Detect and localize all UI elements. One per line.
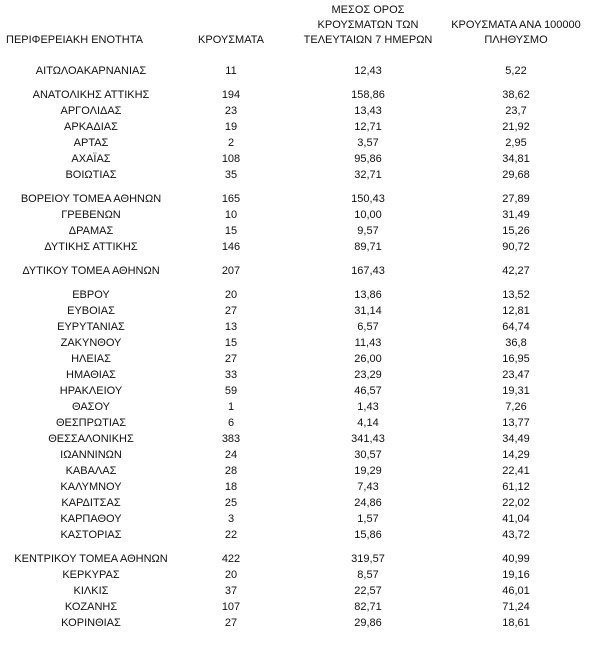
seven-day-average-cell: 24,86 bbox=[354, 497, 382, 509]
seven-day-average-cell: 11,43 bbox=[354, 337, 382, 349]
seven-day-average-cell: 22,57 bbox=[354, 585, 382, 597]
cases-cell: 11 bbox=[225, 65, 237, 77]
table-row bbox=[0, 351, 600, 367]
cases-per-100000-cell: 40,99 bbox=[502, 553, 530, 565]
table-header bbox=[0, 0, 600, 50]
region-cell: ΚΑΒΑΛΑΣ bbox=[65, 465, 117, 477]
region-cell: ΚΙΛΚΙΣ bbox=[73, 585, 109, 597]
cases-cell: 107 bbox=[221, 601, 241, 613]
cases-per-100000-cell: 19,31 bbox=[502, 385, 530, 397]
region-cell: ΚΕΝΤΡΙΚΟΥ ΤΟΜΕΑ ΑΘΗΝΩΝ bbox=[14, 553, 168, 565]
table-row bbox=[0, 151, 600, 167]
cases-cell: 25 bbox=[224, 497, 238, 509]
table-row bbox=[0, 263, 600, 279]
cases-cell: 422 bbox=[221, 553, 241, 565]
region-cell: ΑΡΤΑΣ bbox=[73, 137, 109, 149]
row-spacer bbox=[0, 255, 600, 263]
region-cell: ΙΩΑΝΝΙΝΩΝ bbox=[60, 449, 122, 461]
table-row bbox=[0, 367, 600, 383]
row-spacer bbox=[0, 183, 600, 191]
seven-day-average-cell: 3,57 bbox=[357, 137, 379, 149]
cases-cell: 194 bbox=[221, 89, 241, 101]
table-row bbox=[0, 527, 600, 543]
table-row bbox=[0, 567, 600, 583]
seven-day-average-cell: 46,57 bbox=[354, 385, 382, 397]
cases-cell: 23 bbox=[224, 105, 238, 117]
region-cell: ΒΟΡΕΙΟΥ ΤΟΜΕΑ ΑΘΗΝΩΝ bbox=[20, 193, 162, 205]
region-cell: ΚΟΡΙΝΘΙΑΣ bbox=[61, 617, 121, 629]
cases-cell: 6 bbox=[227, 417, 235, 429]
seven-day-average-cell: 9,57 bbox=[357, 225, 379, 237]
cases-cell: 35 bbox=[224, 169, 238, 181]
table-row bbox=[0, 191, 600, 207]
region-cell: ΚΑΡΔΙΤΣΑΣ bbox=[61, 497, 121, 509]
table-row bbox=[0, 551, 600, 567]
region-cell: ΔΥΤΙΚΟΥ ΤΟΜΕΑ ΑΘΗΝΩΝ bbox=[22, 265, 160, 277]
seven-day-average-cell: 82,71 bbox=[354, 601, 382, 613]
table-row bbox=[0, 383, 600, 399]
cases-cell: 28 bbox=[224, 465, 238, 477]
cases-per-100000-cell: 27,89 bbox=[502, 193, 530, 205]
header-per-line-2: ΠΛΗΘΥΣΜΟ bbox=[484, 34, 548, 46]
cases-cell: 22 bbox=[224, 529, 238, 541]
cases-cell: 3 bbox=[227, 513, 235, 525]
seven-day-average-cell: 89,71 bbox=[354, 241, 382, 253]
cases-cell: 33 bbox=[224, 369, 238, 381]
seven-day-average-cell: 341,43 bbox=[351, 433, 385, 445]
region-cell: ΗΡΑΚΛΕΙΟΥ bbox=[59, 385, 123, 397]
cases-per-100000-cell: 14,29 bbox=[502, 449, 530, 461]
table-row bbox=[0, 335, 600, 351]
header-seven-day-average bbox=[298, 3, 438, 48]
header-region-label: ΠΕΡΙΦΕΡΕΙΑΚΗ ΕΝΟΤΗΤΑ bbox=[6, 34, 143, 46]
cases-per-100000-cell: 61,12 bbox=[502, 481, 530, 493]
cases-cell: 27 bbox=[224, 353, 238, 365]
cases-per-100000-cell: 12,81 bbox=[502, 305, 530, 317]
region-cell: ΚΑΛΥΜΝΟΥ bbox=[60, 481, 122, 493]
cases-cell: 15 bbox=[224, 225, 238, 237]
header-per-line-1: ΚΡΟΥΣΜΑΤΑ ΑΝΑ 100000 bbox=[451, 19, 581, 31]
row-spacer bbox=[0, 543, 600, 551]
region-cell: ΘΑΣΟΥ bbox=[71, 401, 111, 413]
header-region bbox=[6, 33, 176, 48]
seven-day-average-cell: 26,00 bbox=[354, 353, 382, 365]
cases-cell: 146 bbox=[221, 241, 241, 253]
table-row bbox=[0, 207, 600, 223]
table-row bbox=[0, 447, 600, 463]
region-cell: ΑΝΑΤΟΛΙΚΗΣ ΑΤΤΙΚΗΣ bbox=[32, 89, 150, 101]
table-row bbox=[0, 119, 600, 135]
cases-per-100000-cell: 46,01 bbox=[502, 585, 530, 597]
seven-day-average-cell: 31,14 bbox=[354, 305, 382, 317]
table-row bbox=[0, 239, 600, 255]
cases-per-100000-cell: 38,62 bbox=[502, 89, 530, 101]
seven-day-average-cell: 23,29 bbox=[354, 369, 382, 381]
table-row bbox=[0, 87, 600, 103]
region-cell: ΕΥΒΟΙΑΣ bbox=[67, 305, 115, 317]
cases-per-100000-cell: 22,41 bbox=[502, 465, 530, 477]
cases-per-100000-cell: 90,72 bbox=[502, 241, 530, 253]
cases-cell: 383 bbox=[221, 433, 241, 445]
seven-day-average-cell: 8,57 bbox=[357, 569, 379, 581]
seven-day-average-cell: 12,43 bbox=[354, 65, 382, 77]
region-cell: ΕΒΡΟΥ bbox=[72, 289, 110, 301]
cases-per-100000-cell: 23,47 bbox=[502, 369, 530, 381]
seven-day-average-cell: 4,14 bbox=[357, 417, 379, 429]
seven-day-average-cell: 167,43 bbox=[351, 265, 385, 277]
seven-day-average-cell: 319,57 bbox=[351, 553, 385, 565]
region-cell: ΚΑΡΠΑΘΟΥ bbox=[60, 513, 122, 525]
header-avg-line-2: ΚΡΟΥΣΜΑΤΩΝ ΤΩΝ bbox=[317, 19, 419, 31]
table-row bbox=[0, 319, 600, 335]
cases-per-100000-cell: 16,95 bbox=[502, 353, 530, 365]
table-row bbox=[0, 431, 600, 447]
cases-cell: 15 bbox=[224, 337, 238, 349]
cases-per-100000-cell: 22,02 bbox=[502, 497, 530, 509]
region-cell: ΒΟΙΩΤΙΑΣ bbox=[65, 169, 117, 181]
table-row bbox=[0, 463, 600, 479]
cases-cell: 19 bbox=[224, 121, 238, 133]
cases-cell: 37 bbox=[224, 585, 238, 597]
cases-cell: 207 bbox=[221, 265, 241, 277]
cases-per-100000-cell: 36,8 bbox=[505, 337, 527, 349]
cases-cell: 24 bbox=[224, 449, 238, 461]
table-row bbox=[0, 511, 600, 527]
cases-per-100000-cell: 71,24 bbox=[502, 601, 530, 613]
region-cell: ΗΛΕΙΑΣ bbox=[71, 353, 111, 365]
seven-day-average-cell: 7,43 bbox=[357, 481, 379, 493]
cases-per-100000-cell: 34,81 bbox=[502, 153, 530, 165]
header-cases bbox=[186, 33, 276, 48]
cases-per-100000-cell: 15,26 bbox=[502, 225, 530, 237]
cases-cell: 1 bbox=[227, 401, 235, 413]
table-row bbox=[0, 599, 600, 615]
row-spacer bbox=[0, 79, 600, 87]
seven-day-average-cell: 12,71 bbox=[354, 121, 382, 133]
table-body bbox=[0, 55, 600, 631]
header-cases-per-100000 bbox=[438, 18, 594, 48]
region-cell: ΑΡΓΟΛΙΔΑΣ bbox=[60, 105, 122, 117]
cases-cell: 20 bbox=[224, 569, 238, 581]
cases-per-100000-cell: 13,77 bbox=[502, 417, 530, 429]
cases-cell: 20 bbox=[224, 289, 238, 301]
table-row bbox=[0, 415, 600, 431]
cases-cell: 59 bbox=[224, 385, 238, 397]
header-cases-label: ΚΡΟΥΣΜΑΤΑ bbox=[198, 34, 264, 46]
region-cell: ΘΕΣΣΑΛΟΝΙΚΗΣ bbox=[48, 433, 134, 445]
table-row bbox=[0, 63, 600, 79]
cases-cell: 10 bbox=[224, 209, 238, 221]
region-cell: ΔΡΑΜΑΣ bbox=[68, 225, 114, 237]
region-cell: ΚΟΖΑΝΗΣ bbox=[64, 601, 118, 613]
cases-per-100000-cell: 42,27 bbox=[502, 265, 530, 277]
cases-cell: 27 bbox=[224, 617, 238, 629]
seven-day-average-cell: 158,86 bbox=[351, 89, 385, 101]
seven-day-average-cell: 95,86 bbox=[354, 153, 382, 165]
table-row bbox=[0, 479, 600, 495]
table-row bbox=[0, 167, 600, 183]
region-cell: ΔΥΤΙΚΗΣ ΑΤΤΙΚΗΣ bbox=[44, 241, 138, 253]
seven-day-average-cell: 29,86 bbox=[354, 617, 382, 629]
table-row bbox=[0, 103, 600, 119]
seven-day-average-cell: 13,86 bbox=[354, 289, 382, 301]
cases-per-100000-cell: 41,04 bbox=[502, 513, 530, 525]
region-cell: ΚΑΣΤΟΡΙΑΣ bbox=[60, 529, 122, 541]
cases-per-100000-cell: 64,74 bbox=[502, 321, 530, 333]
table-row bbox=[0, 303, 600, 319]
region-cell: ΓΡΕΒΕΝΩΝ bbox=[61, 209, 121, 221]
header-avg-line-1: ΜΕΣΟΣ ΟΡΟΣ bbox=[331, 4, 405, 16]
region-cell: ΚΕΡΚΥΡΑΣ bbox=[62, 569, 120, 581]
cases-per-100000-cell: 7,26 bbox=[505, 401, 527, 413]
cases-per-100000-cell: 31,49 bbox=[502, 209, 530, 221]
cases-per-100000-cell: 5,22 bbox=[505, 65, 527, 77]
region-cell: ΘΕΣΠΡΩΤΙΑΣ bbox=[55, 417, 127, 429]
row-spacer bbox=[0, 279, 600, 287]
cases-per-100000-cell: 19,16 bbox=[502, 569, 530, 581]
region-cell: ΑΧΑΪΑΣ bbox=[71, 153, 111, 165]
seven-day-average-cell: 19,29 bbox=[354, 465, 382, 477]
table-row bbox=[0, 615, 600, 631]
seven-day-average-cell: 32,71 bbox=[354, 169, 382, 181]
table-row bbox=[0, 399, 600, 415]
header-avg-line-3: ΤΕΛΕΥΤΑΙΩΝ 7 ΗΜΕΡΩΝ bbox=[303, 34, 433, 46]
seven-day-average-cell: 15,86 bbox=[354, 529, 382, 541]
cases-cell: 2 bbox=[227, 137, 235, 149]
seven-day-average-cell: 10,00 bbox=[354, 209, 382, 221]
seven-day-average-cell: 13,43 bbox=[354, 105, 382, 117]
cases-per-100000-cell: 13,52 bbox=[502, 289, 530, 301]
cases-per-100000-cell: 29,68 bbox=[502, 169, 530, 181]
seven-day-average-cell: 1,43 bbox=[357, 401, 379, 413]
cases-per-100000-cell: 23,7 bbox=[505, 105, 527, 117]
region-cell: ΗΜΑΘΙΑΣ bbox=[66, 369, 116, 381]
table-row bbox=[0, 223, 600, 239]
seven-day-average-cell: 150,43 bbox=[351, 193, 385, 205]
cases-per-100000-cell: 21,92 bbox=[502, 121, 530, 133]
seven-day-average-cell: 1,57 bbox=[357, 513, 379, 525]
seven-day-average-cell: 6,57 bbox=[357, 321, 379, 333]
region-cell: ΕΥΡΥΤΑΝΙΑΣ bbox=[57, 321, 125, 333]
cases-cell: 165 bbox=[221, 193, 241, 205]
seven-day-average-cell: 30,57 bbox=[354, 449, 382, 461]
cases-per-100000-cell: 34,49 bbox=[502, 433, 530, 445]
cases-cell: 13 bbox=[224, 321, 238, 333]
cases-per-100000-cell: 43,72 bbox=[502, 529, 530, 541]
region-cell: ΑΙΤΩΛΟΑΚΑΡΝΑΝΙΑΣ bbox=[35, 65, 147, 77]
cases-cell: 108 bbox=[221, 153, 241, 165]
table-row bbox=[0, 495, 600, 511]
cases-cell: 27 bbox=[224, 305, 238, 317]
table-row bbox=[0, 583, 600, 599]
region-cell: ΑΡΚΑΔΙΑΣ bbox=[64, 121, 118, 133]
cases-cell: 18 bbox=[224, 481, 238, 493]
cases-per-100000-cell: 18,61 bbox=[502, 617, 530, 629]
table-row bbox=[0, 135, 600, 151]
table-row bbox=[0, 287, 600, 303]
cases-per-100000-cell: 2,95 bbox=[505, 137, 527, 149]
region-cell: ΖΑΚΥΝΘΟΥ bbox=[60, 337, 122, 349]
row-spacer bbox=[0, 55, 600, 63]
